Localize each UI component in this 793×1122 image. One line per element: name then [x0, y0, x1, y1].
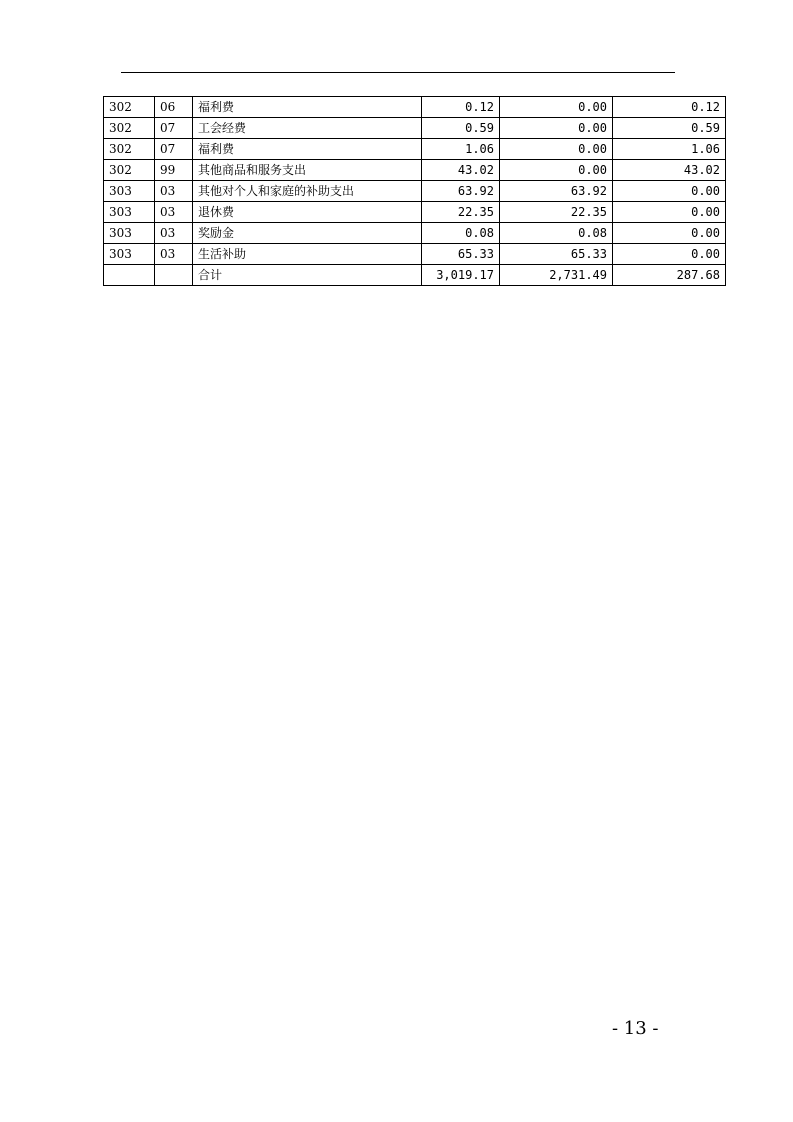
- total-cell: 43.02: [422, 160, 500, 181]
- economic-item-cell: 03: [155, 181, 193, 202]
- project-expenditure-cell: 0.59: [613, 118, 726, 139]
- economic-item-cell: 03: [155, 223, 193, 244]
- header-rule: [121, 72, 675, 73]
- economic-class-cell: 303: [104, 181, 155, 202]
- economic-class-cell: 302: [104, 160, 155, 181]
- economic-item-cell: 06: [155, 97, 193, 118]
- total-row-project-expenditure-cell: 287.68: [613, 265, 726, 286]
- economic-class-cell: 303: [104, 244, 155, 265]
- item-name-cell: 工会经费: [193, 118, 422, 139]
- economic-class-cell: 303: [104, 223, 155, 244]
- table-row: [104, 181, 726, 202]
- project-expenditure-cell: 0.00: [613, 223, 726, 244]
- economic-item-cell: 07: [155, 139, 193, 160]
- table-row: [104, 97, 726, 118]
- economic-class-cell: 303: [104, 202, 155, 223]
- economic-class-cell: 302: [104, 97, 155, 118]
- economic-class-cell: 302: [104, 139, 155, 160]
- basic-expenditure-cell: 0.08: [500, 223, 613, 244]
- table-body: [104, 97, 726, 286]
- total-row: [104, 265, 726, 286]
- total-row-basic-expenditure-cell: 2,731.49: [500, 265, 613, 286]
- total-row-item-name-cell: 合计: [193, 265, 422, 286]
- project-expenditure-cell: 43.02: [613, 160, 726, 181]
- table-row: [104, 244, 726, 265]
- project-expenditure-cell: 1.06: [613, 139, 726, 160]
- total-row-total-cell: 3,019.17: [422, 265, 500, 286]
- page-number: - 13 -: [612, 1018, 659, 1039]
- total-row-economic-class-cell: [104, 265, 155, 286]
- total-cell: 22.35: [422, 202, 500, 223]
- economic-item-cell: 03: [155, 244, 193, 265]
- total-cell: 65.33: [422, 244, 500, 265]
- item-name-cell: 其他对个人和家庭的补助支出: [193, 181, 422, 202]
- item-name-cell: 福利费: [193, 139, 422, 160]
- basic-expenditure-cell: 0.00: [500, 160, 613, 181]
- item-name-cell: 其他商品和服务支出: [193, 160, 422, 181]
- economic-item-cell: 99: [155, 160, 193, 181]
- basic-expenditure-cell: 0.00: [500, 97, 613, 118]
- basic-expenditure-cell: 22.35: [500, 202, 613, 223]
- table-row: [104, 118, 726, 139]
- item-name-cell: 福利费: [193, 97, 422, 118]
- total-cell: 1.06: [422, 139, 500, 160]
- basic-expenditure-cell: 0.00: [500, 118, 613, 139]
- total-cell: 0.59: [422, 118, 500, 139]
- basic-expenditure-cell: 63.92: [500, 181, 613, 202]
- economic-class-cell: 302: [104, 118, 155, 139]
- table-row: [104, 202, 726, 223]
- table-row: [104, 139, 726, 160]
- economic-item-cell: 07: [155, 118, 193, 139]
- item-name-cell: 生活补助: [193, 244, 422, 265]
- project-expenditure-cell: 0.00: [613, 244, 726, 265]
- expenditure-table: [103, 96, 726, 286]
- basic-expenditure-cell: 0.00: [500, 139, 613, 160]
- economic-item-cell: 03: [155, 202, 193, 223]
- table-row: [104, 160, 726, 181]
- total-cell: 0.12: [422, 97, 500, 118]
- basic-expenditure-cell: 65.33: [500, 244, 613, 265]
- project-expenditure-cell: 0.00: [613, 202, 726, 223]
- total-cell: 0.08: [422, 223, 500, 244]
- total-row-economic-item-cell: [155, 265, 193, 286]
- project-expenditure-cell: 0.00: [613, 181, 726, 202]
- item-name-cell: 奖励金: [193, 223, 422, 244]
- total-cell: 63.92: [422, 181, 500, 202]
- table-row: [104, 223, 726, 244]
- project-expenditure-cell: 0.12: [613, 97, 726, 118]
- item-name-cell: 退休费: [193, 202, 422, 223]
